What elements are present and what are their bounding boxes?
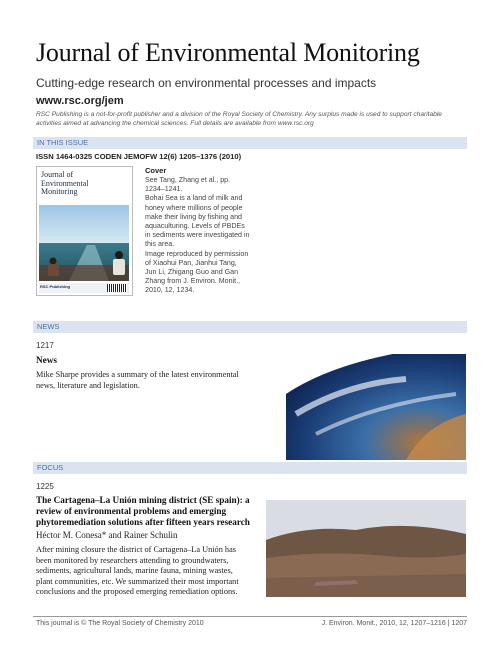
- focus-mining-landscape-image: [266, 500, 466, 597]
- cover-thumbnail[interactable]: [36, 166, 133, 296]
- news-abstract: Mike Sharpe provides a summary of the latest environmental news, literature and legislation.: [36, 370, 239, 390]
- footer-copyright: This journal is © The Royal Society of Chemistry 2010: [36, 620, 204, 627]
- focus-section-label: FOCUS: [37, 463, 64, 472]
- news-section-bar: [33, 321, 467, 333]
- news-earth-image: [286, 354, 466, 460]
- cover-caption: [145, 176, 250, 296]
- rsc-publishing-logo: RSC Publishing: [40, 284, 70, 289]
- news-page-number: 1217: [36, 341, 54, 350]
- footer-citation: J. Environ. Monit., 2010, 12, 1207–1216 | 1207: [321, 620, 467, 627]
- footer-rule: [33, 616, 467, 617]
- cover-reference: See Tang, Zhang et al., pp. 1234–1241.: [145, 176, 231, 194]
- focus-page-number: 1225: [36, 482, 54, 491]
- barcode-icon: [107, 284, 127, 292]
- cover-description: Bohai Sea is a land of milk and honey where millions of people make their living by fishing and aquaculturing. Levels of PBDEs in sediments were investigated in this area.: [145, 194, 250, 249]
- issn-line: ISSN 1464-0325 CODEN JEMOFW 12(6) 1205–1376 (2010): [36, 152, 242, 161]
- focus-section-bar: [33, 462, 467, 474]
- cover-credit: Image reproduced by permission of Xiaohui Pan, Jianhui Tang, Jun Li, Zhigang Guo and Gan Zhang from J. Environ. Monit., 2010, 12, 1234.: [145, 249, 249, 295]
- focus-abstract: After mining closure the district of Cartagena–La Unión has been monitored by researchers attending to groundwaters, sediments, agricultural lands, marine fauna, mining wastes, plant communities, etc. We summarized their most important conclusions and the proposed emerging remediation options.: [36, 545, 239, 597]
- news-section-label: NEWS: [37, 322, 60, 331]
- in-this-issue-bar: [33, 137, 467, 149]
- focus-title[interactable]: The Cartagena–La Unión mining district (SE spain): a review of environmental problems and emerging phytoremediation solutions after fifteen years research: [36, 495, 250, 527]
- focus-authors: Héctor M. Conesa* and Rainer Schulin: [36, 530, 178, 540]
- journal-subtitle: Cutting-edge research on environmental processes and impacts: [36, 76, 377, 90]
- cover-heading: Cover: [145, 166, 167, 175]
- in-this-issue-label: IN THIS ISSUE: [37, 138, 89, 147]
- publisher-note: RSC Publishing is a not-for-profit publisher and a division of the Royal Society of Chemistry. Any surplus made is used to support charitable activities aimed at advancing the chemical sciences. Full details are available from www.rsc.org: [36, 111, 442, 127]
- journal-website-link[interactable]: www.rsc.org/jem: [36, 95, 124, 107]
- cover-photo: [39, 205, 129, 281]
- news-title[interactable]: News: [36, 355, 57, 365]
- journal-title: Journal of Environmental Monitoring: [36, 38, 420, 67]
- cover-thumbnail-title: Journal of Environmental Monitoring: [41, 170, 89, 197]
